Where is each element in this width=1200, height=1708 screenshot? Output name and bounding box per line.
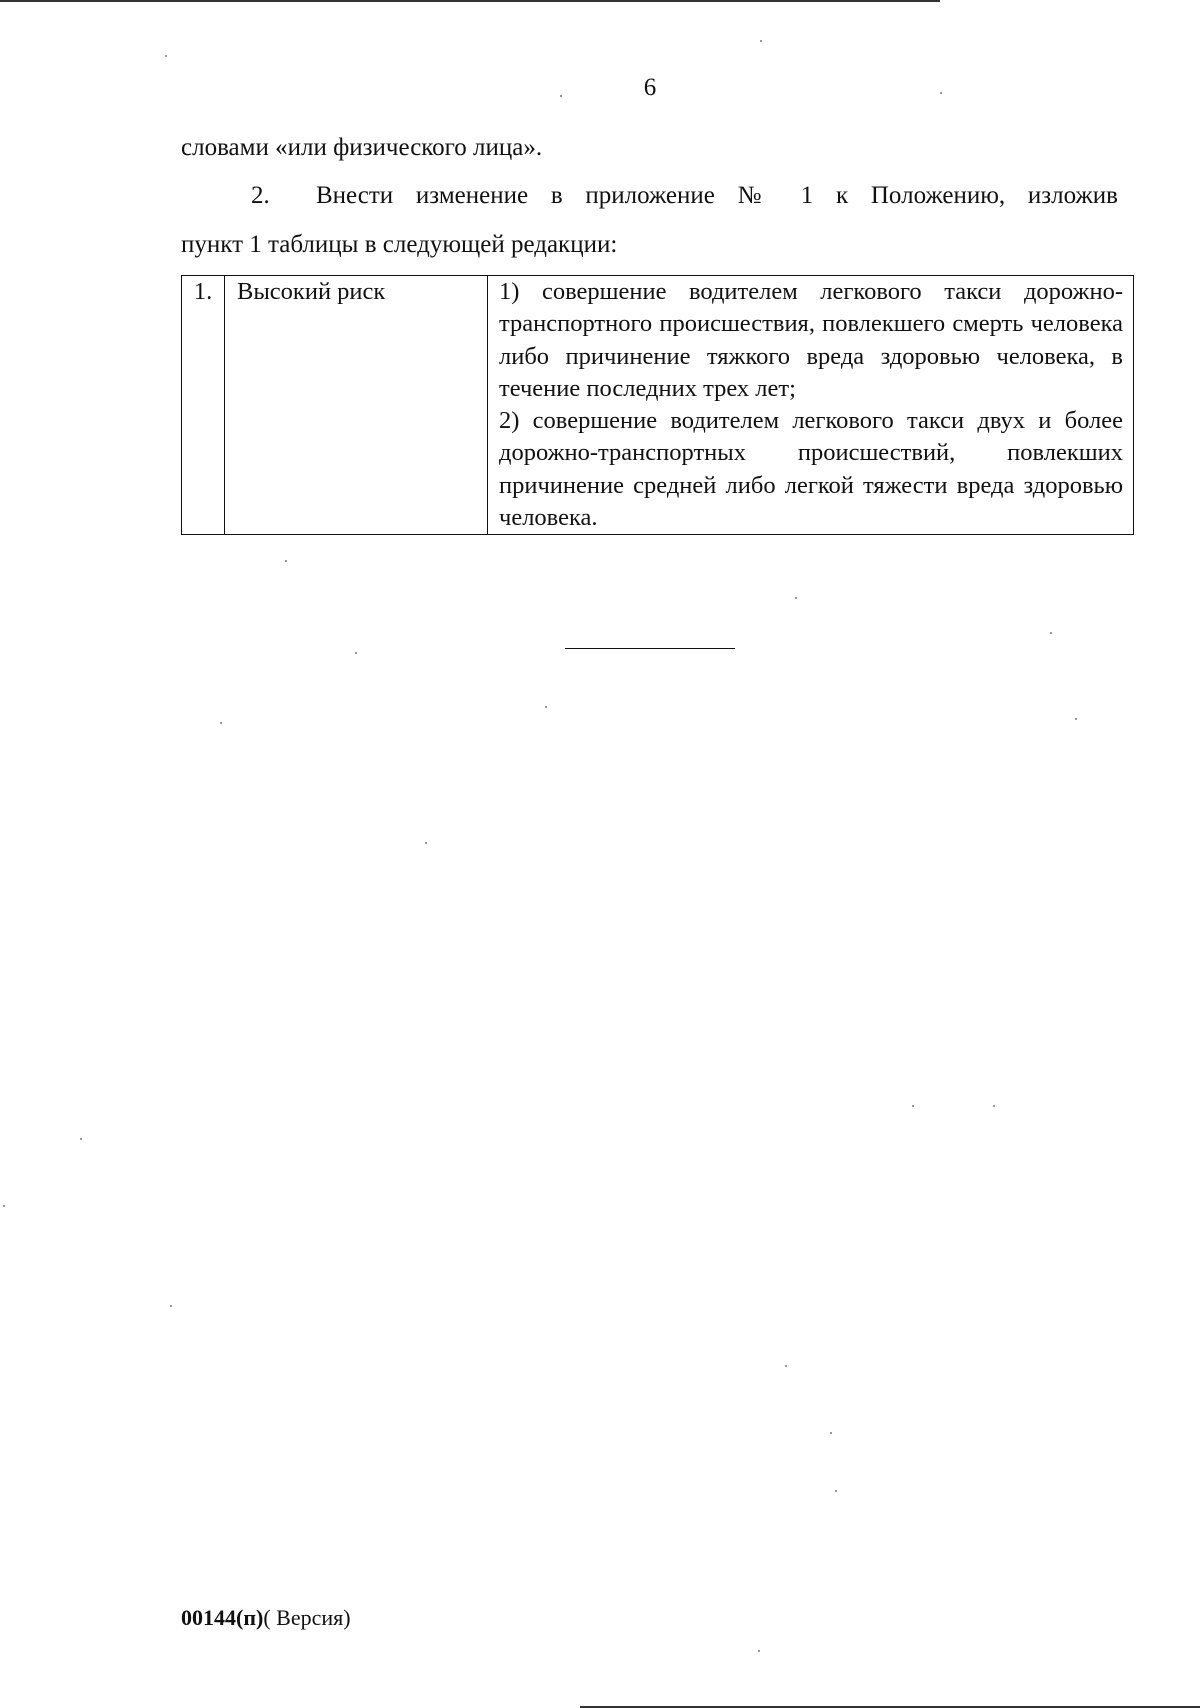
- scan-speck: [795, 597, 797, 599]
- scan-speck: [830, 1432, 832, 1434]
- scan-speck: [560, 95, 562, 97]
- scan-speck: [940, 92, 942, 94]
- risk-criteria-cell: [488, 276, 1134, 535]
- scan-speck: [993, 1105, 995, 1107]
- document-code-version: ( Версия): [263, 1605, 351, 1630]
- scan-speck: [835, 1490, 837, 1492]
- row-number-cell: 1.: [182, 276, 225, 535]
- scan-speck: [285, 560, 287, 562]
- body-line-2: [181, 181, 1118, 211]
- page-number: 6: [643, 74, 657, 101]
- criteria-item: 1) совершение водителем легкового такси дорожно-транспортного происшествия, повлекшего смерть человека либо причинение тяжкого вреда здоровью человека, в течение последних трех лет;: [499, 278, 1123, 402]
- document-code: [181, 1605, 351, 1631]
- scan-speck: [785, 1365, 787, 1367]
- scan-speck: [165, 55, 167, 57]
- body-line-1: словами «или физического лица».: [181, 134, 543, 161]
- scan-speck: [355, 652, 357, 654]
- risk-table: [181, 275, 1134, 535]
- body-line-3: пункт 1 таблицы в следующей редакции:: [181, 231, 618, 258]
- scan-edge-top: [0, 0, 940, 2]
- document-code-number: 00144(п): [181, 1605, 264, 1630]
- risk-category-cell: Высокий риск: [225, 276, 488, 535]
- divider-rule: [565, 648, 735, 649]
- criteria-item: 2) совершение водителем легкового такси двух и более дорожно-транспортных происшествий, повлекших причинение средней либо легкой тяжести вреда здоровью человека.: [499, 407, 1123, 532]
- scan-speck: [80, 1138, 82, 1140]
- scan-speck: [170, 1305, 172, 1307]
- item-number: 2.: [251, 182, 270, 209]
- scan-speck: [425, 842, 427, 844]
- table-row: [182, 276, 1134, 535]
- scan-speck: [1075, 718, 1077, 720]
- scan-speck: [758, 1650, 760, 1652]
- scan-speck: [1050, 632, 1052, 634]
- scan-speck: [545, 706, 547, 708]
- scan-speck: [220, 722, 222, 724]
- scan-speck: [760, 40, 762, 42]
- scan-speck: [912, 1105, 914, 1107]
- item-text: Внести изменение в приложение № 1 к Положению, изложив: [316, 182, 1118, 209]
- scan-speck: [3, 1205, 5, 1207]
